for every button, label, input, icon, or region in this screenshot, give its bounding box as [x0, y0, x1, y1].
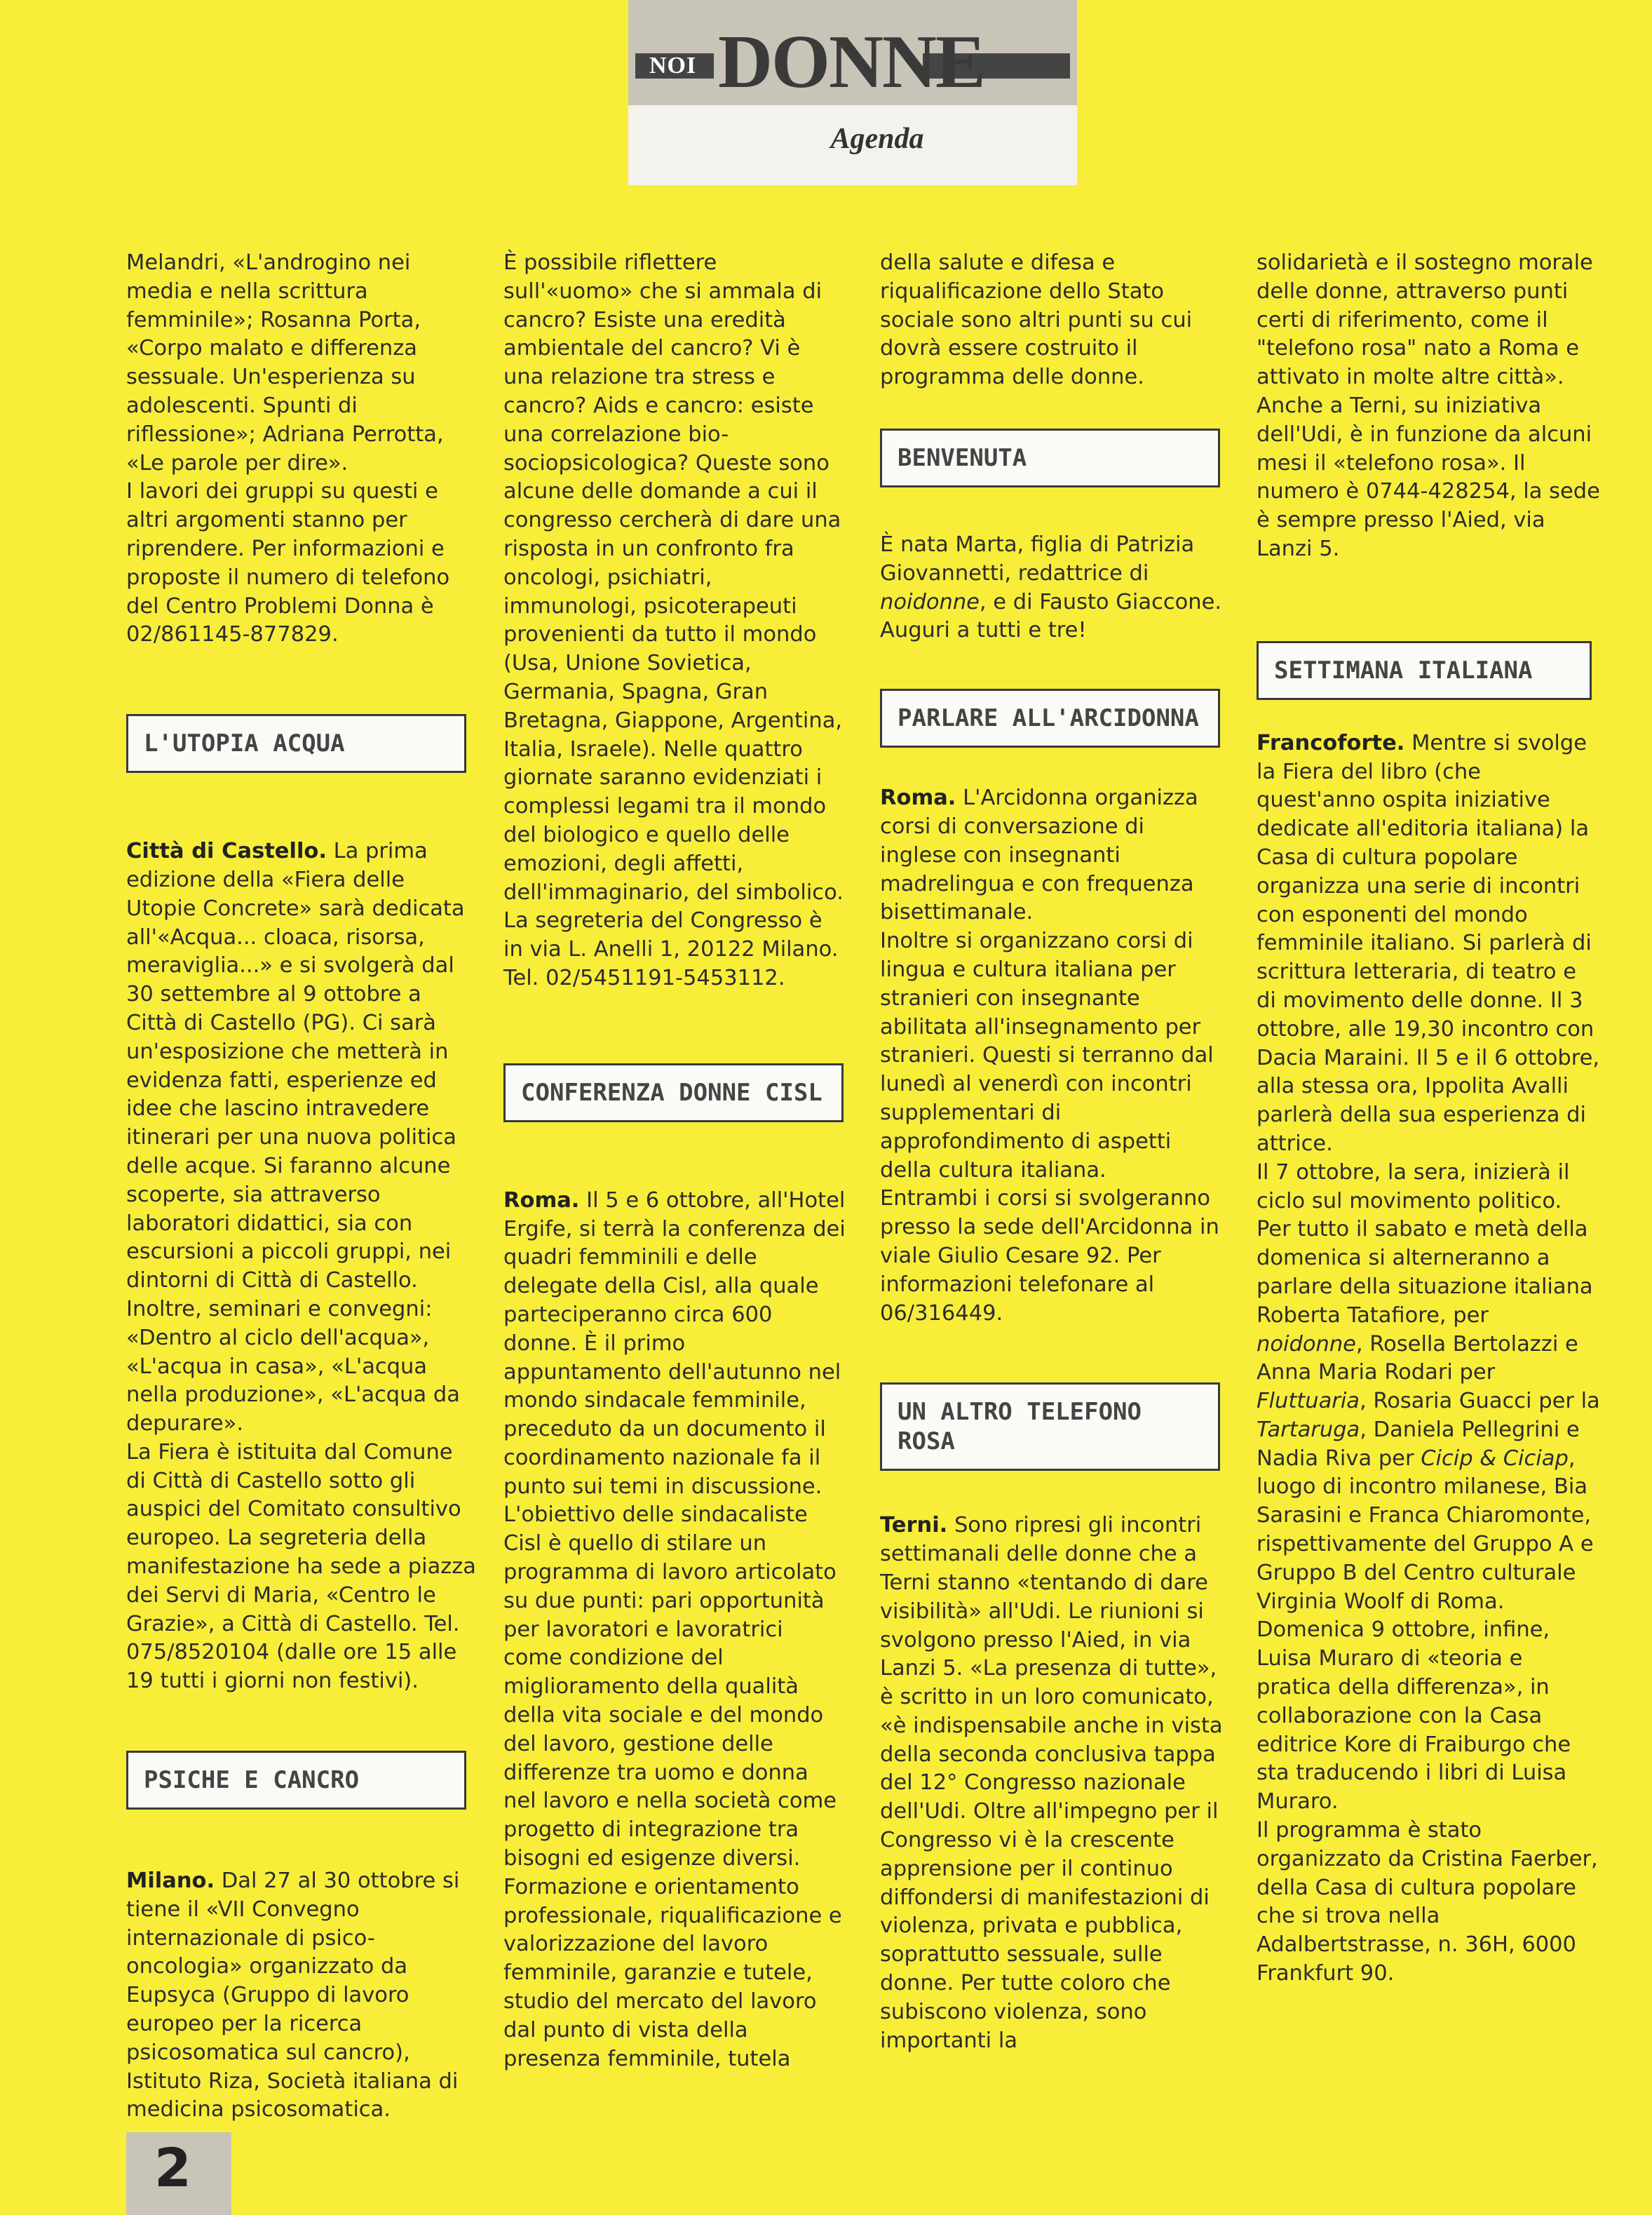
heading-text: SETTIMANA ITALIANA — [1274, 656, 1533, 685]
paragraph: Il programma è stato organizzato da Cristina Faerber, della Casa di cultura popolare che si trova nella Adalbertstrasse, n. 36H, 6000 Frankfurt 90. — [1257, 1818, 1598, 1986]
heading-text: CONFERENZA DONNE CISL — [521, 1078, 822, 1107]
section-heading — [126, 1751, 466, 1810]
lead-place: Roma. — [880, 786, 956, 811]
publication-name: Fluttuaria — [1257, 1389, 1360, 1414]
paragraph: Anche a Terni, su iniziativa dell'Udi, è in funzione da alcuni mesi il «telefono rosa». Il numero è 0744-428254, la sede è sempre presso l'Aied, via Lanzi 5. — [1257, 393, 1600, 561]
paragraph: Inoltre si organizzano corsi di lingua e cultura italiana per stranieri con insegnante abilitata all'insegnamento per stranieri. Questi si terranno dal lunedì al venerdì con incontri supplementari di approfondimento di aspetti della cultura italiana. — [880, 929, 1214, 1183]
lead-place: Roma. — [503, 1187, 580, 1213]
paragraph — [880, 784, 1227, 927]
heading-text: BENVENUTA — [898, 443, 1027, 472]
paragraph-text: La prima edizione della «Fiera delle Utopie Concrete» sarà dedicata all'«Acqua... cloaca, risorsa, meraviglia...» e si svolgerà dal 30 settembre al 9 ottobre a Città di Castello (PG). Ci sarà un'esposizione che metterà in evidenza fatti, esperienze ed idee che lascino intravedere itinerari per una nuova politica delle acque. Si faranno alcune scoperte, sia attraverso laboratori didattici, sia con escursioni a piccoli gruppi, nei dintorni di Città di Castello. Inoltre, seminari e convegni: «Dentro al ciclo dell'acqua», «L'acqua in casa», «L'acqua nella produzione», «L'acqua da depurare». — [126, 839, 465, 1436]
paragraph: La Fiera è istituita dal Comune di Città di Castello sotto gli auspici del Comitato consultivo europeo. La segreteria della manifestazione ha sede a piazza dei Servi di Maria, «Centro le Grazie», a Città di Castello. Tel. 075/8520104 (dalle ore 15 alle 19 tutti i giorni non festivi). — [126, 1439, 476, 1694]
paragraph-text: Mentre si svolge la Fiera del libro (che quest'anno ospita iniziative dedicate all'editoria italiana) la Casa di cultura popolare organizza una serie di incontri con esponenti del mondo femminile italiano. Si parlerà di scrittura letteraria, di teatro e di movimento delle donne. Il 3 ottobre, alle 19,30 incontro con Dacia Maraini. Il 5 e il 6 ottobre, alla stessa ora, Ippolita Avalli parlerà della sua esperienza di attrice. — [1257, 730, 1600, 1156]
section-heading — [1257, 641, 1592, 700]
paragraph-text: Dal 27 al 30 ottobre si tiene il «VII Convegno internazionale di psico-oncologia» organizzato da Eupsyca (Gruppo di lavoro europeo per la ricerca psicosomatica sul cancro), Istituto Riza, Società italiana di medicina psicosomatica. — [126, 1869, 460, 2122]
heading-text: PSICHE E CANCRO — [144, 1766, 360, 1795]
page-number: 2 — [154, 2136, 191, 2199]
paragraph-text: , Daniela Pellegrini e Nadia Riva per — [1257, 1417, 1580, 1471]
section-heading — [126, 714, 466, 773]
masthead — [628, 0, 1077, 185]
paragraph-text: , Rosella Bertolazzi e Anna Maria Rodari per — [1257, 1331, 1578, 1385]
publication-name: Tartaruga — [1257, 1417, 1360, 1442]
paragraph — [1257, 1159, 1600, 1617]
paragraph — [126, 1867, 477, 2125]
paragraph — [1257, 729, 1600, 1159]
section-title: Agenda — [830, 123, 924, 155]
paragraph-text: , e di Fausto Giaccone. Auguri a tutti e tre! — [880, 589, 1222, 643]
heading-text: UN ALTRO TELEFONO ROSA — [898, 1398, 1142, 1456]
paragraph-text: , Rosaria Guacci per la — [1360, 1389, 1600, 1414]
paragraph: Entrambi i corsi si svolgeranno presso la sede dell'Arcidonna in viale Giulio Cesare 92. Per informazioni telefonare al 06/316449. — [880, 1186, 1219, 1326]
paragraph: Domenica 9 ottobre, infine, Luisa Muraro di «teoria e pratica della differenza», in collaborazione con la Casa editrice Kore di Fraiburgo che sta traducendo i libri di Luisa Muraro. — [1257, 1617, 1571, 1815]
paragraph-text: Sono ripresi gli incontri settimanali delle donne che a Terni stanno «tentando di dare visibilità» all'Udi. Le riunioni si svolgono presso l'Aied, in via Lanzi 5. «La presenza di tutte», è scritto in un loro comunicato, «è indispensabile anche in vista della seconda conclusiva tappa del 12° Congresso nazionale dell'Udi. Oltre all'impegno per il Congresso vi è la crescente apprensione per il continuo diffondersi di manifestazioni di violenza, privata e pubblica, soprattutto sessuale, sulle donne. Per tutte coloro che subiscono violenza, sono importanti la — [880, 1513, 1223, 2053]
publication-name: noidonne — [1257, 1331, 1356, 1356]
lead-place: Francoforte. — [1257, 730, 1405, 755]
lead-place: Città di Castello. — [126, 839, 327, 864]
publication-name: Cicip & Ciciap — [1421, 1446, 1569, 1471]
section-heading — [880, 1382, 1220, 1471]
lead-place: Terni. — [880, 1513, 948, 1538]
section-heading — [880, 689, 1220, 748]
magazine-name: noidonne — [880, 589, 980, 614]
column-4 — [1257, 249, 1600, 1988]
column-3 — [880, 249, 1227, 2055]
paragraph: Formazione e orientamento professionale, riqualificazione e valorizzazione del lavoro femminile, garanzie e tutele, studio del mercato del lavoro dal punto di vista della presenza femminile, tutela — [503, 1874, 842, 2071]
paragraph: È possibile riflettere sull'«uomo» che si ammala di cancro? Esiste una eredità ambientale del cancro? Vi è una relazione tra stress e cancro? Aids e cancro: esiste una correlazione bio-sociopsicologica? Queste sono alcune delle domande a cui il congresso cercherà di dare una risposta in un confronto fra oncologi, psichiatri, immunologi, psicoterapeuti provenienti da tutto il mondo (Usa, Unione Sovietica, Germania, Spagna, Gran Bretagna, Giappone, Argentina, Italia, Israele). Nelle quattro giornate saranno evidenziati i complessi legami tra il mondo del biologico e quello delle emozioni, degli affetti, dell'immaginario, del simbolico. La segreteria del Congresso è in via L. Anelli 1, 20122 Milano. Tel. 02/5451191-5453112. — [503, 250, 844, 990]
heading-text: L'UTOPIA ACQUA — [144, 729, 345, 758]
brand-small: NOI — [649, 53, 697, 79]
column-2 — [503, 249, 847, 2073]
page-number-tab — [126, 2132, 231, 2215]
paragraph: della salute e difesa e riqualificazione dello Stato sociale sono altri punti su cui dovrà essere costruito il programma delle donne. — [880, 250, 1193, 390]
paragraph-text: Il 5 e 6 ottobre, all'Hotel Ergife, si terrà la conferenza dei quadri femminili e delle delegate della Cisl, alla quale parteciperanno circa 600 donne. È il primo appuntamento dell'autunno nel mondo sindacale femminile, preceduto da un documento il coordinamento nazionale fa il punto sui temi in discussione. L'obiettivo delle sindacaliste Cisl è quello di stilare un programma di lavoro articolato su due punti: pari opportunità per lavoratori e lavoratrici come condizione del miglioramento della qualità della vita sociale e del mondo del lavoro, gestione delle differenze tra uomo e donna nel lavoro e nella società come progetto di integrazione tra bisogni ed esigenze diversi. — [503, 1187, 846, 1871]
heading-text: PARLARE ALL'ARCIDONNA — [898, 704, 1199, 733]
paragraph: solidarietà e il sostegno morale delle donne, attraverso punti certi di riferimento, come il "telefono rosa" nato a Roma e attivato in molte altre città». — [1257, 250, 1593, 390]
section-heading — [880, 429, 1220, 487]
paragraph-text: Il 7 ottobre, la sera, inizierà il ciclo sul movimento politico. Per tutto il sabato e metà della domenica si alterneranno a parlare della situazione italiana Roberta Tatafiore, per — [1257, 1159, 1593, 1328]
paragraph — [880, 1512, 1227, 2055]
section-heading — [503, 1063, 844, 1122]
paragraph — [126, 837, 477, 1439]
paragraph-text: , luogo di incontro milanese, Bia Sarasini e Franca Chiaromonte, rispettivamente del Gruppo A e Gruppo B del Centro culturale Virginia Woolf di Roma. — [1257, 1446, 1594, 1614]
brand-large: DONNE — [718, 20, 985, 104]
paragraph: I lavori dei gruppi su questi e altri argomenti stanno per riprendere. Per informazioni e proposte il numero di telefono del Centro Problemi Donna è 02/861145-877829. — [126, 479, 450, 647]
paragraph-text: È nata Marta, figlia di Patrizia Giovannetti, redattrice di — [880, 532, 1195, 586]
paragraph — [503, 1187, 847, 1873]
lead-place: Milano. — [126, 1869, 215, 1894]
paragraph-text: L'Arcidonna organizza corsi di conversazione di inglese con insegnanti madrelingua e con frequenza bisettimanale. — [880, 786, 1198, 925]
column-1 — [126, 249, 477, 2125]
paragraph — [880, 531, 1227, 645]
paragraph: Melandri, «L'androgino nei media e nella scrittura femminile»; Rosanna Porta, «Corpo malato e differenza sessuale. Un'esperienza su adolescenti. Spunti di riflessione»; Adriana Perrotta, «Le parole per dire». — [126, 250, 444, 476]
